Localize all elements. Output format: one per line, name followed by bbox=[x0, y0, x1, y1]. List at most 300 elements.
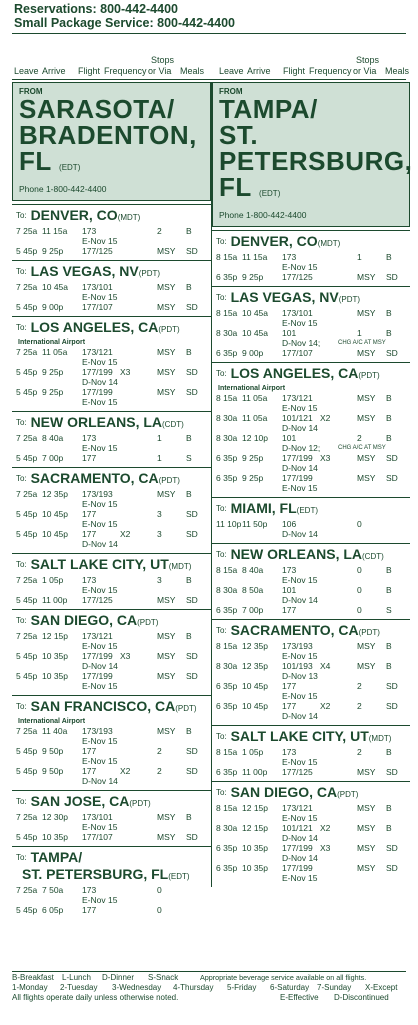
flight-row bbox=[16, 726, 207, 736]
flight-note-row bbox=[16, 236, 207, 246]
colhead-leave: Leave bbox=[14, 66, 39, 76]
frequency: X3 bbox=[120, 367, 131, 377]
flight-row bbox=[16, 832, 207, 842]
destination-city: SACRAMENTO, CA bbox=[230, 622, 359, 638]
to-label: To: bbox=[16, 853, 27, 862]
flight-number: 177/199 bbox=[82, 651, 113, 661]
meals: B bbox=[186, 433, 192, 443]
flight-row bbox=[216, 328, 406, 338]
depart-time: 8 15a bbox=[216, 641, 238, 651]
destination-block bbox=[12, 260, 211, 316]
meals: B bbox=[186, 282, 192, 292]
destination-city: SAN JOSE, CA bbox=[30, 793, 130, 809]
destination-timezone: (PDT) bbox=[358, 628, 380, 637]
depart-time: 6 35p bbox=[216, 272, 238, 282]
meals: B bbox=[386, 328, 392, 338]
to-label: To: bbox=[216, 788, 227, 797]
meals: SD bbox=[186, 246, 198, 256]
to-label: To: bbox=[16, 560, 27, 569]
meals: SD bbox=[186, 766, 198, 776]
flight-row bbox=[16, 367, 207, 377]
flight-note-row bbox=[16, 585, 207, 595]
flight-row bbox=[16, 575, 207, 585]
depart-time: 5 45p bbox=[16, 671, 38, 681]
flight-number: 177/107 bbox=[82, 832, 113, 842]
stops-or-via: MSY bbox=[357, 767, 376, 777]
arrive-time: 10 35p bbox=[42, 651, 68, 661]
origin-city-line: TAMPA/ bbox=[219, 94, 318, 124]
destination-city: SAN DIEGO, CA bbox=[30, 612, 138, 628]
arrive-time: 9 00p bbox=[242, 348, 264, 358]
flight-row bbox=[216, 252, 406, 262]
arrive-time: 11 05a bbox=[242, 393, 268, 403]
stops-or-via: MSY bbox=[357, 473, 376, 483]
flight-number: 177/199 bbox=[82, 367, 113, 377]
stops-or-via: MSY bbox=[357, 803, 376, 813]
destination-name bbox=[216, 233, 406, 252]
flight-number: 173/121 bbox=[82, 631, 113, 641]
stops-or-via: MSY bbox=[157, 387, 176, 397]
depart-time: 7 25a bbox=[16, 347, 38, 357]
legend-day-7: 7-Sunday bbox=[317, 983, 352, 992]
to-label: To: bbox=[16, 323, 27, 332]
destination-name bbox=[16, 698, 207, 717]
meals: SD bbox=[186, 367, 198, 377]
flight-row bbox=[16, 651, 207, 661]
effective-note: E-Nov 15 bbox=[282, 813, 318, 823]
meals: B bbox=[186, 226, 192, 236]
flight-row bbox=[16, 746, 207, 756]
effective-note: E-Nov 15 bbox=[82, 736, 118, 746]
effective-note: E-Nov 15 bbox=[82, 499, 118, 509]
airport-note: International Airport bbox=[218, 385, 286, 392]
flight-row bbox=[216, 519, 406, 529]
meals: S bbox=[186, 453, 192, 463]
stops-or-via: 2 bbox=[157, 226, 162, 236]
colhead-frequency: Frequency bbox=[309, 66, 352, 76]
to-label: To: bbox=[216, 369, 227, 378]
effective-note: D-Nov 14 bbox=[82, 377, 118, 387]
stops-or-via: MSY bbox=[357, 661, 376, 671]
flight-row bbox=[216, 803, 406, 813]
origin-panel bbox=[12, 82, 211, 201]
arrive-time: 12 10p bbox=[242, 433, 268, 443]
destination-city: SAN DIEGO, CA bbox=[230, 784, 338, 800]
meals: B bbox=[386, 585, 392, 595]
destination-name bbox=[216, 365, 406, 384]
effective-note: E-Nov 15 bbox=[82, 585, 118, 595]
origin-city-line: BRADENTON, bbox=[19, 120, 197, 150]
to-label: To: bbox=[16, 474, 27, 483]
origin-city-line: FL bbox=[19, 146, 52, 176]
arrive-time: 9 00p bbox=[42, 302, 64, 312]
stops-or-via: MSY bbox=[157, 246, 176, 256]
stops-or-via: 3 bbox=[157, 529, 162, 539]
flight-note-row bbox=[216, 873, 406, 883]
effective-note: E-Nov 15 bbox=[282, 403, 318, 413]
arrive-time: 11 40a bbox=[42, 726, 68, 736]
arrive-time: 12 15p bbox=[242, 823, 268, 833]
destination-block bbox=[12, 316, 211, 411]
effective-note: E-Nov 15 bbox=[282, 873, 318, 883]
meals: S bbox=[386, 605, 392, 615]
destination-timezone: (PDT) bbox=[158, 476, 180, 485]
stops-or-via: 2 bbox=[357, 681, 362, 691]
stops-or-via: MSY bbox=[357, 272, 376, 282]
destination-block bbox=[212, 497, 410, 543]
destination-city: SALT LAKE CITY, UT bbox=[30, 556, 169, 572]
flight-row bbox=[216, 348, 406, 358]
colhead-leave: Leave bbox=[219, 66, 244, 76]
flight-number: 177/125 bbox=[82, 595, 113, 605]
depart-time: 7 25a bbox=[16, 885, 38, 895]
arrive-time: 10 35p bbox=[42, 671, 68, 681]
legend-day-2: 2-Tuesday bbox=[60, 983, 98, 992]
effective-note: E-Nov 15 bbox=[82, 641, 118, 651]
arrive-time: 9 25p bbox=[42, 246, 64, 256]
depart-time: 5 45p bbox=[16, 246, 38, 256]
destination-block bbox=[212, 362, 410, 497]
effective-note: D-Nov 14 bbox=[82, 661, 118, 671]
flight-number: 173/121 bbox=[82, 347, 113, 357]
flight-row bbox=[16, 812, 207, 822]
meals: B bbox=[186, 489, 192, 499]
colhead-stops: Stops bbox=[356, 55, 380, 65]
stops-or-via: MSY bbox=[357, 843, 376, 853]
arrive-time: 9 50p bbox=[42, 746, 64, 756]
destination-block bbox=[12, 204, 211, 260]
flight-row bbox=[216, 641, 406, 651]
arrive-time: 11 05a bbox=[42, 347, 68, 357]
flight-number: 173 bbox=[82, 575, 97, 585]
legend-effective: E-Effective bbox=[280, 993, 319, 1002]
flight-number: 177 bbox=[82, 766, 97, 776]
stops-or-via: MSY bbox=[157, 489, 176, 499]
destination-city: NEW ORLEANS, LA bbox=[30, 414, 163, 430]
flight-number: 101 bbox=[282, 433, 297, 443]
arrive-time: 12 35p bbox=[242, 641, 268, 651]
flight-row bbox=[216, 843, 406, 853]
depart-time: 6 35p bbox=[216, 701, 238, 711]
flight-row bbox=[16, 453, 207, 463]
header bbox=[14, 2, 235, 30]
flight-note-row bbox=[216, 757, 406, 767]
destination-city: LAS VEGAS, NV bbox=[230, 289, 339, 305]
flight-number: 177/125 bbox=[82, 246, 113, 256]
origin-city-line: FL bbox=[219, 172, 252, 202]
flight-number: 173/121 bbox=[282, 803, 313, 813]
arrive-time: 10 45p bbox=[242, 701, 268, 711]
arrive-time: 12 15p bbox=[242, 803, 268, 813]
beverage-note: Appropriate beverage service available on all flights. bbox=[200, 973, 367, 982]
header-rule bbox=[12, 33, 406, 34]
arrive-time: 11 00p bbox=[242, 767, 268, 777]
effective-note: D-Nov 14 bbox=[282, 833, 318, 843]
destination-block bbox=[12, 790, 211, 846]
flight-note-row bbox=[216, 262, 406, 272]
meals: SD bbox=[386, 348, 398, 358]
flight-note-row bbox=[216, 338, 406, 348]
frequency: X2 bbox=[320, 701, 331, 711]
flight-number: 177 bbox=[282, 681, 297, 691]
flight-row bbox=[16, 595, 207, 605]
stops-or-via: MSY bbox=[157, 367, 176, 377]
stops-or-via: MSY bbox=[157, 812, 176, 822]
flight-note-row bbox=[216, 318, 406, 328]
aircraft-change-note: CHG A/C AT MSY bbox=[338, 445, 386, 451]
flight-row bbox=[216, 605, 406, 615]
destination-city: LAS VEGAS, NV bbox=[30, 263, 139, 279]
effective-note: E-Nov 15 bbox=[82, 236, 118, 246]
flight-number: 173/193 bbox=[82, 726, 113, 736]
origin-timezone: (EDT) bbox=[59, 163, 81, 172]
destination-timezone: (CDT) bbox=[362, 552, 384, 561]
depart-time: 8 15a bbox=[216, 565, 238, 575]
meals: SD bbox=[386, 843, 398, 853]
meals: SD bbox=[186, 746, 198, 756]
flight-note-row bbox=[16, 776, 207, 786]
effective-note: E-Nov 15 bbox=[82, 519, 118, 529]
effective-note: D-Nov 12; bbox=[282, 443, 321, 453]
origin-city-last bbox=[219, 174, 403, 207]
flight-number: 173/101 bbox=[82, 812, 113, 822]
arrive-time: 10 45p bbox=[42, 529, 68, 539]
depart-time: 7 25a bbox=[16, 282, 38, 292]
aircraft-change-note: CHG A/C AT MSY bbox=[338, 340, 386, 346]
flight-number: 177/199 bbox=[282, 843, 313, 853]
meals: B bbox=[386, 565, 392, 575]
depart-time: 6 35p bbox=[216, 605, 238, 615]
stops-or-via: MSY bbox=[357, 348, 376, 358]
destination-timezone: (PDT) bbox=[358, 371, 380, 380]
flight-number: 177 bbox=[82, 453, 97, 463]
flight-row bbox=[216, 565, 406, 575]
flight-note-row bbox=[216, 833, 406, 843]
arrive-time: 10 35p bbox=[42, 832, 68, 842]
destination-block bbox=[212, 230, 410, 286]
arrive-time: 7 50a bbox=[42, 885, 64, 895]
colhead-frequency: Frequency bbox=[104, 66, 147, 76]
arrive-time: 8 50a bbox=[242, 585, 264, 595]
flight-number: 173 bbox=[82, 226, 97, 236]
destination-city: SAN FRANCISCO, CA bbox=[30, 698, 176, 714]
effective-note: E-Nov 15 bbox=[282, 483, 318, 493]
depart-time: 7 25a bbox=[16, 489, 38, 499]
stops-or-via: MSY bbox=[157, 631, 176, 641]
destination-city: MIAMI, FL bbox=[230, 500, 297, 516]
meals: SD bbox=[186, 302, 198, 312]
flight-note-row bbox=[216, 595, 406, 605]
stops-or-via: 3 bbox=[157, 509, 162, 519]
arrive-time: 11 15a bbox=[42, 226, 68, 236]
stops-or-via: MSY bbox=[157, 671, 176, 681]
depart-time: 5 45p bbox=[16, 509, 38, 519]
flight-row bbox=[16, 347, 207, 357]
destination-timezone: (PDT) bbox=[338, 295, 361, 304]
flight-number: 177/199 bbox=[82, 671, 113, 681]
meals: B bbox=[386, 641, 392, 651]
to-label: To: bbox=[216, 550, 227, 559]
flight-note-row bbox=[16, 397, 207, 407]
frequency: X2 bbox=[320, 823, 331, 833]
meals: B bbox=[186, 726, 192, 736]
legend-breakfast: B-Breakfast bbox=[12, 973, 54, 982]
meals: B bbox=[386, 393, 392, 403]
flight-number: 177 bbox=[82, 746, 97, 756]
origin-timezone: (EDT) bbox=[259, 189, 281, 198]
arrive-time: 9 25p bbox=[242, 272, 264, 282]
flight-number: 177/107 bbox=[282, 348, 313, 358]
depart-time: 8 15a bbox=[216, 747, 238, 757]
flight-note-row bbox=[16, 357, 207, 367]
to-label: To: bbox=[16, 267, 27, 276]
flight-number: 173 bbox=[82, 433, 97, 443]
origin-city-last bbox=[19, 148, 204, 181]
flight-number: 106 bbox=[282, 519, 297, 529]
flight-note-row bbox=[216, 575, 406, 585]
colhead-flight: Flight bbox=[78, 66, 101, 76]
flight-note-row bbox=[16, 377, 207, 387]
destination-block bbox=[12, 467, 211, 553]
flight-row bbox=[216, 433, 406, 443]
destination-name bbox=[216, 500, 406, 519]
meals: B bbox=[386, 803, 392, 813]
destination-name bbox=[16, 612, 207, 631]
destination-name bbox=[216, 289, 406, 308]
stops-or-via: 2 bbox=[357, 747, 362, 757]
destination-timezone: (PDT) bbox=[337, 790, 359, 799]
meals: SD bbox=[186, 651, 198, 661]
depart-time: 8 30a bbox=[216, 585, 238, 595]
destination-name bbox=[16, 207, 207, 226]
flight-row bbox=[16, 905, 207, 915]
stops-or-via: MSY bbox=[157, 832, 176, 842]
to-label: To: bbox=[16, 797, 27, 806]
destination-city: LOS ANGELES, CA bbox=[30, 319, 159, 335]
stops-or-via: 0 bbox=[357, 519, 362, 529]
package-service-phone: Small Package Service: 800-442-4400 bbox=[14, 16, 235, 30]
flight-row bbox=[16, 631, 207, 641]
effective-note: E-Nov 15 bbox=[82, 681, 118, 691]
left-column-sarasota bbox=[12, 82, 211, 919]
stops-or-via: MSY bbox=[157, 651, 176, 661]
stops-or-via: MSY bbox=[357, 393, 376, 403]
depart-time: 8 30a bbox=[216, 433, 238, 443]
depart-time: 6 35p bbox=[216, 348, 238, 358]
effective-note: E-Nov 15 bbox=[82, 895, 118, 905]
flight-row bbox=[216, 823, 406, 833]
frequency: X4 bbox=[320, 661, 331, 671]
meals: SD bbox=[186, 671, 198, 681]
destination-timezone: (CDT) bbox=[162, 420, 184, 429]
arrive-time: 9 25p bbox=[42, 367, 64, 377]
destination-timezone: (PDT) bbox=[137, 618, 159, 627]
legend-footer bbox=[12, 973, 406, 1003]
stops-or-via: MSY bbox=[357, 641, 376, 651]
destination-block bbox=[12, 411, 211, 467]
meals: B bbox=[186, 812, 192, 822]
meals: SD bbox=[186, 529, 198, 539]
right-column-tampa bbox=[211, 82, 413, 887]
flight-note-row bbox=[16, 499, 207, 509]
flight-note-row bbox=[216, 483, 406, 493]
flight-number: 173 bbox=[282, 565, 297, 575]
effective-note: D-Nov 14 bbox=[282, 529, 318, 539]
flight-note-row bbox=[16, 292, 207, 302]
depart-time: 6 35p bbox=[216, 681, 238, 691]
arrive-time: 8 40a bbox=[242, 565, 264, 575]
effective-note: E-Nov 15 bbox=[82, 443, 118, 453]
to-label: To: bbox=[16, 616, 27, 625]
depart-time: 8 30a bbox=[216, 413, 238, 423]
stops-or-via: 0 bbox=[357, 585, 362, 595]
stops-or-via: 3 bbox=[157, 575, 162, 585]
flight-row bbox=[216, 747, 406, 757]
airport-note: International Airport bbox=[18, 339, 86, 346]
origin-phone: Phone 1-800-442-4400 bbox=[219, 210, 307, 220]
depart-time: 8 30a bbox=[216, 661, 238, 671]
flight-note-row bbox=[216, 443, 406, 453]
flight-number: 173 bbox=[282, 747, 297, 757]
flight-row bbox=[16, 433, 207, 443]
arrive-time: 1 05p bbox=[242, 747, 264, 757]
flight-row bbox=[216, 453, 406, 463]
flight-row bbox=[16, 671, 207, 681]
to-label: To: bbox=[16, 702, 27, 711]
destination-timezone: (PDT) bbox=[129, 799, 151, 808]
stops-or-via: 1 bbox=[357, 252, 362, 262]
depart-time: 11 10p bbox=[216, 519, 242, 529]
destination-timezone: (EDT) bbox=[296, 506, 318, 515]
destination-name bbox=[216, 622, 406, 641]
flight-number: 177/199 bbox=[82, 387, 113, 397]
meals: SD bbox=[186, 509, 198, 519]
destination-timezone: (EDT) bbox=[168, 872, 190, 881]
depart-time: 5 45p bbox=[16, 766, 38, 776]
effective-note: D-Nov 14; bbox=[282, 338, 321, 348]
flight-number: 173 bbox=[82, 885, 97, 895]
flight-number: 177/107 bbox=[82, 302, 113, 312]
destination-name bbox=[16, 263, 207, 282]
meals: B bbox=[186, 575, 192, 585]
legend-discontinued: D-Discontinued bbox=[334, 993, 389, 1002]
depart-time: 6 35p bbox=[216, 453, 238, 463]
arrive-time: 11 50p bbox=[242, 519, 268, 529]
flight-row bbox=[16, 302, 207, 312]
to-label: To: bbox=[16, 211, 27, 220]
meals: B bbox=[186, 631, 192, 641]
depart-time: 8 30a bbox=[216, 823, 238, 833]
destination-name bbox=[16, 793, 207, 812]
arrive-time: 10 45a bbox=[42, 282, 68, 292]
effective-note: D-Nov 14 bbox=[282, 423, 318, 433]
flight-row bbox=[216, 863, 406, 873]
from-label: FROM bbox=[219, 87, 243, 96]
flight-row bbox=[216, 661, 406, 671]
arrive-time: 9 25p bbox=[242, 453, 264, 463]
flight-row bbox=[16, 885, 207, 895]
destination-name bbox=[216, 784, 406, 803]
flight-note-row bbox=[216, 463, 406, 473]
flight-number: 173/121 bbox=[282, 393, 313, 403]
flight-note-row bbox=[16, 822, 207, 832]
depart-time: 5 45p bbox=[16, 832, 38, 842]
destination-name bbox=[216, 728, 406, 747]
flight-number: 177/199 bbox=[282, 473, 313, 483]
stops-or-via: MSY bbox=[157, 302, 176, 312]
stops-or-via: MSY bbox=[357, 453, 376, 463]
effective-note: E-Nov 15 bbox=[282, 651, 318, 661]
